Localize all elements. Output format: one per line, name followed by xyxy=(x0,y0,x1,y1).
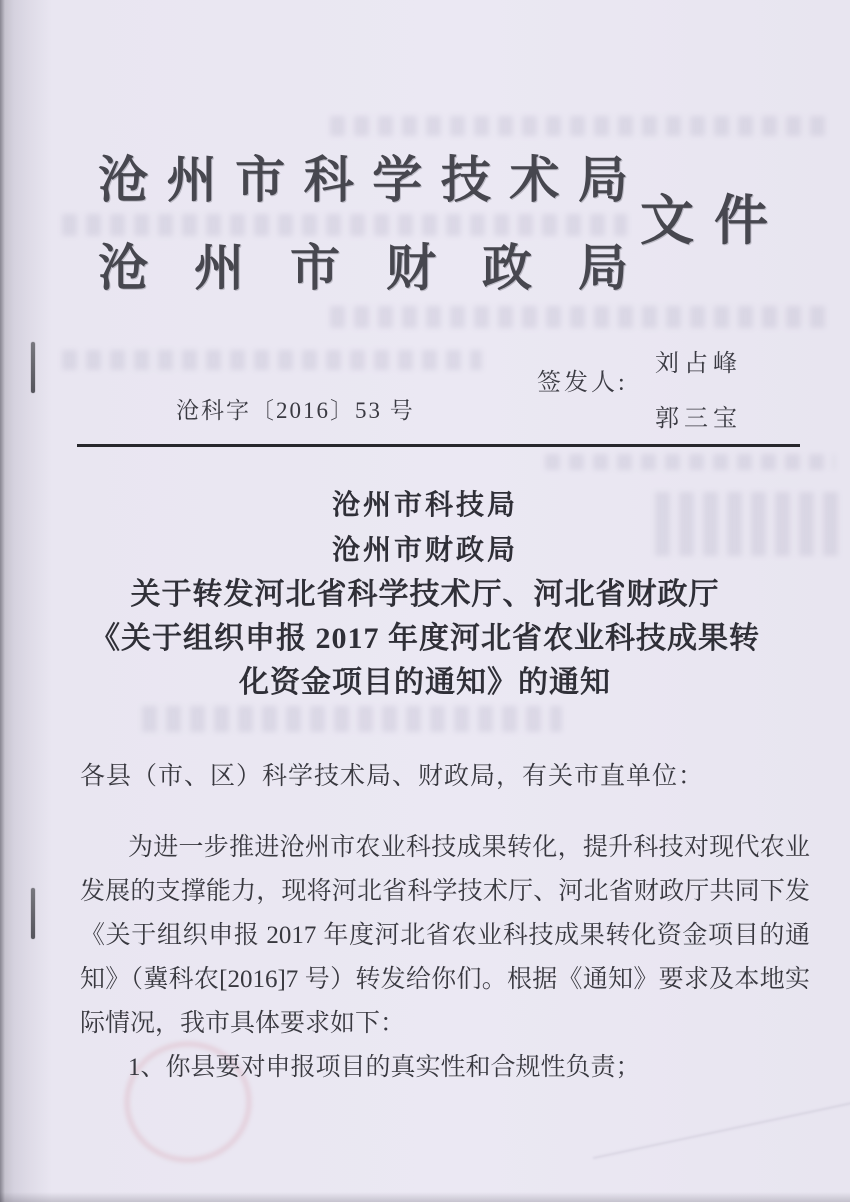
staple-mark-bottom xyxy=(31,888,35,939)
title-line-5: 化资金项目的通知》的通知 xyxy=(239,666,611,699)
title-line-3: 关于转发河北省科学技术厅、河北省财政厅 xyxy=(130,578,720,611)
ink-bleedthrough-smudge xyxy=(545,454,835,470)
body-line-2: 发展的支撑能力，现将河北省科学技术厅、河北省财政厅共同下发 xyxy=(80,878,810,905)
body-line-5: 际情况，我市具体要求如下： xyxy=(80,1010,406,1037)
signer-name-1: 刘占峰 xyxy=(655,351,742,377)
divider-rule xyxy=(77,444,800,447)
signer-label: 签发人: xyxy=(537,370,628,396)
agency-name-line-1: 沧 州 市 科 学 技 术 局 xyxy=(98,152,628,208)
staple-mark-top xyxy=(31,342,35,393)
letterhead xyxy=(98,150,628,298)
ink-bleedthrough-smudge xyxy=(330,306,830,328)
ink-bleedthrough-smudge xyxy=(142,706,562,732)
doc-type-label: 文 件 xyxy=(640,191,768,251)
body-line-6: 1、你县要对申报项目的真实性和合规性负责； xyxy=(128,1054,641,1081)
salutation: 各县（市、区）科学技术局、财政局，有关市直单位： xyxy=(80,763,705,790)
document-title xyxy=(0,483,850,705)
ink-bleedthrough-smudge xyxy=(330,116,830,136)
ink-bleedthrough-smudge xyxy=(62,350,482,370)
body-text xyxy=(80,826,810,1090)
signer-names xyxy=(655,343,742,433)
doc-number: 沧科字〔2016〕53 号 xyxy=(176,398,415,423)
body-line-3: 《关于组织申报 2017 年度河北省农业科技成果转化资金项目的通 xyxy=(80,922,810,949)
title-line-1: 沧州市科技局 xyxy=(331,490,518,521)
title-line-2: 沧州市财政局 xyxy=(331,535,518,566)
body-line-1: 为进一步推进沧州市农业科技成果转化，提升科技对现代农业 xyxy=(128,834,810,861)
paper-crease xyxy=(593,1099,850,1159)
signer-name-2: 郭三宝 xyxy=(655,406,742,432)
scan-edge-shadow-bottom xyxy=(0,1192,850,1202)
title-line-4: 《关于组织申报 2017 年度河北省农业科技成果转 xyxy=(90,622,760,655)
agency-name-line-2: 沧 州 市 财 政 局 xyxy=(98,240,628,296)
body-line-4: 知》（冀科农[2016]7 号）转发给你们。根据《通知》要求及本地实 xyxy=(80,966,810,993)
